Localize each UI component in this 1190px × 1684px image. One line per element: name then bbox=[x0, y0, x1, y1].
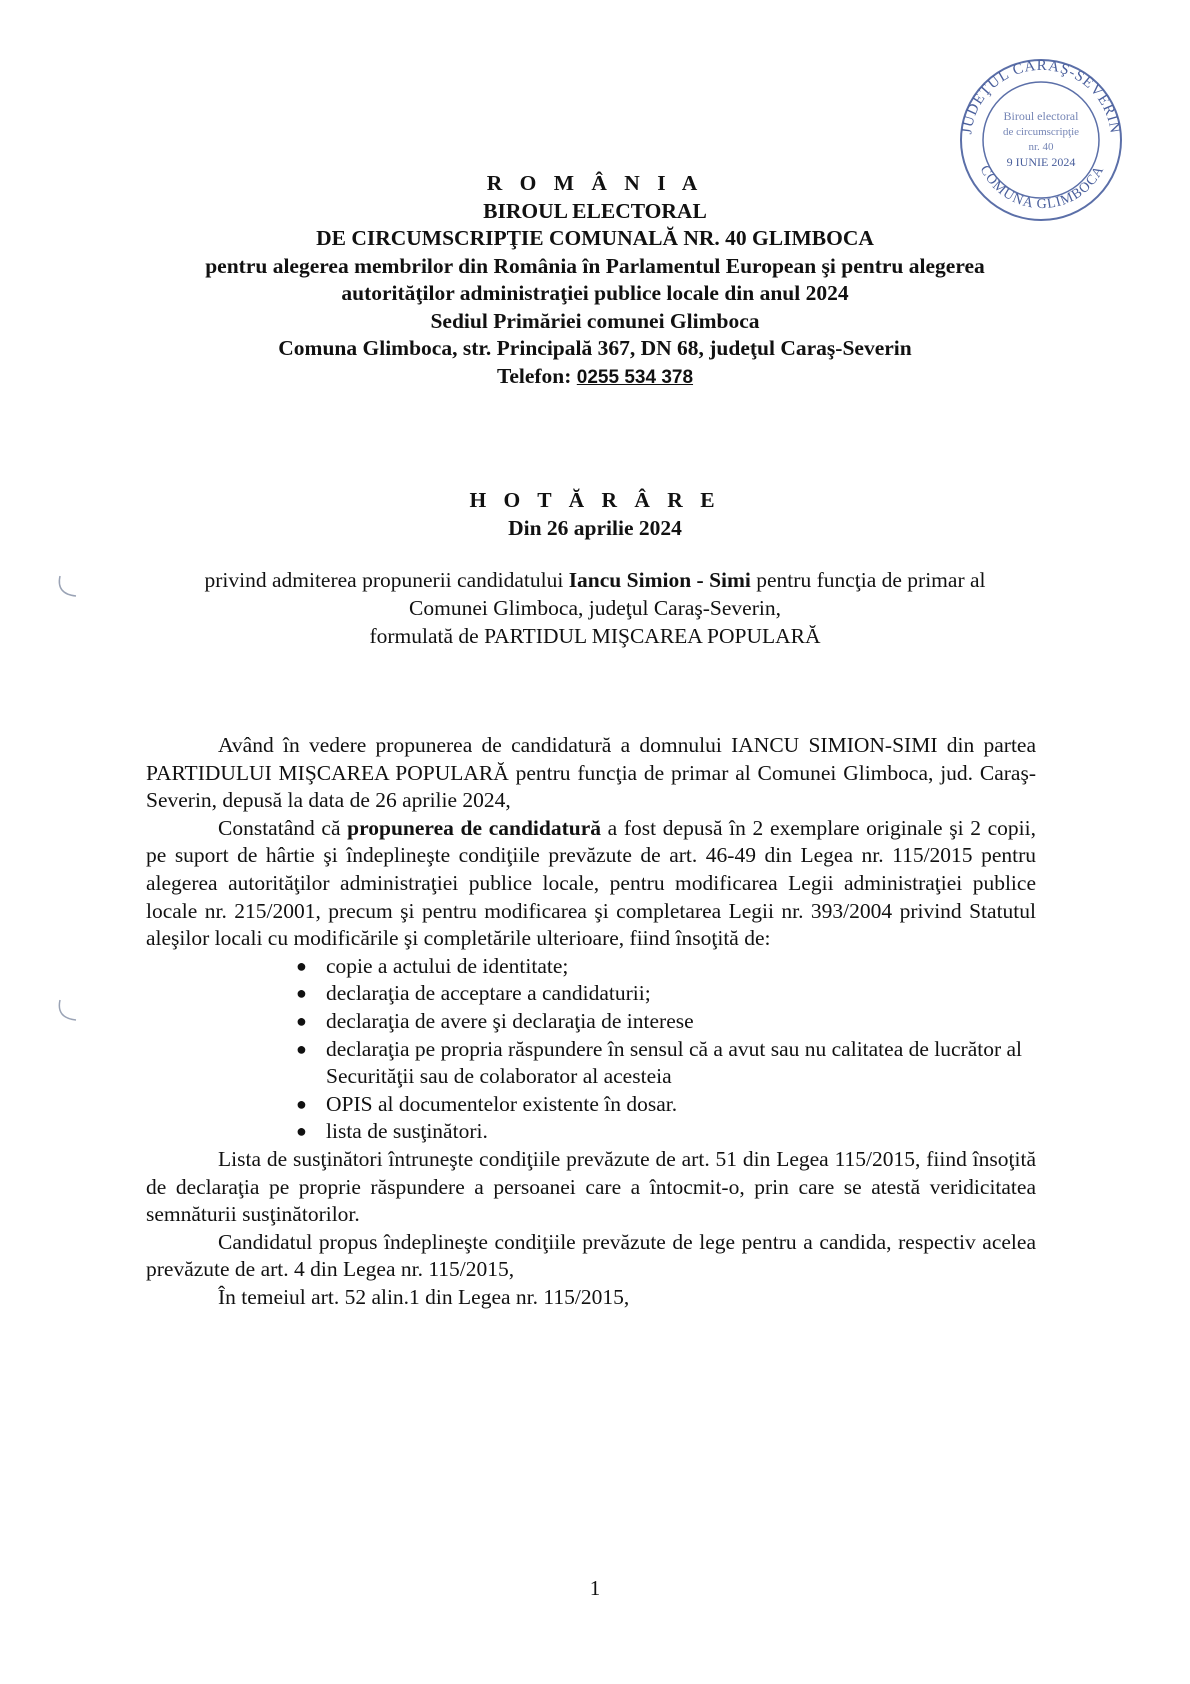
finding-bold: propunerea de candidatură bbox=[347, 815, 602, 840]
punch-hole-mark bbox=[54, 574, 82, 602]
attached-documents-list bbox=[146, 953, 1036, 1146]
bureau-phone bbox=[0, 363, 1190, 392]
page-number: 1 bbox=[589, 1576, 601, 1600]
election-purpose-line1: pentru alegerea membrilor din România în Parlamentul European şi pentru alegerea bbox=[205, 253, 985, 278]
phone-label: Telefon: bbox=[496, 363, 572, 388]
list-item-text: declaraţia de avere şi declaraţia de interese bbox=[326, 1008, 694, 1033]
candidate-name: Iancu Simion - Simi bbox=[568, 568, 751, 592]
bullet-icon: ● bbox=[296, 1010, 307, 1031]
bureau-name-line2: DE CIRCUMSCRIPŢIE COMUNALĂ NR. 40 GLIMBOCA bbox=[316, 226, 874, 250]
bullet-icon: ● bbox=[296, 1038, 307, 1059]
bureau-name-line1: BIROUL ELECTORAL bbox=[483, 198, 707, 223]
subject-part2: pentru funcţia de primar al Comunei Glimboca, judeţul Caraş-Severin, bbox=[409, 568, 986, 620]
paragraph-considering: Având în vedere propunerea de candidatură a domnului IANCU SIMION-SIMI din partea PARTIDULUI MIŞCAREA POPULARĂ pentru funcţia de primar al Comunei Glimboca, jud. Caraş-Severin, depusă la data de 26 aprilie 2024, bbox=[146, 733, 1036, 813]
list-item bbox=[290, 953, 1036, 981]
subject-part1: privind admiterea propunerii candidatului bbox=[204, 568, 569, 592]
svg-text:JUDEŢUL CARAŞ-SEVERIN bbox=[959, 58, 1123, 135]
list-item-text: declaraţia de acceptare a candidaturii; bbox=[326, 981, 651, 1006]
decision-heading bbox=[0, 486, 1190, 542]
list-item bbox=[290, 980, 1036, 1008]
stamp-outer-top: JUDEŢUL CARAŞ-SEVERIN bbox=[959, 57, 1123, 136]
list-item-text: copie a actului de identitate; bbox=[326, 953, 569, 978]
stamp-outer-bottom: COMUNA GLIMBOCA bbox=[976, 163, 1108, 213]
bullet-icon: ● bbox=[296, 1121, 307, 1142]
bureau-address: Comuna Glimboca, str. Principală 367, DN 68, judeţul Caraş-Severin bbox=[278, 336, 912, 360]
list-item bbox=[290, 1091, 1036, 1119]
list-item-text: OPIS al documentelor existente în dosar. bbox=[326, 1091, 678, 1116]
stamp-inner-line1: Biroul electoral bbox=[1003, 109, 1079, 123]
paragraph-finding bbox=[146, 815, 1036, 953]
punch-hole-mark bbox=[54, 998, 82, 1026]
paragraph-eligibility: Candidatul propus îndeplineşte condiţiile prevăzute de lege pentru a candida, respectiv acelea prevăzute de art. 4 din Legea nr. 115/2015, bbox=[146, 1229, 1036, 1282]
stamp-date: 9 IUNIE 2024 bbox=[1006, 155, 1076, 169]
list-item bbox=[290, 1036, 1036, 1091]
stamp-inner-line2: de circumscripţie bbox=[1002, 126, 1080, 138]
subject-text bbox=[180, 566, 1010, 622]
phone-number: 0255 534 378 bbox=[576, 366, 694, 388]
decision-subject bbox=[180, 566, 1010, 650]
bullet-icon: ● bbox=[296, 1093, 307, 1114]
subject-party: formulată de PARTIDUL MIŞCAREA POPULARĂ bbox=[369, 624, 821, 648]
list-item bbox=[290, 1118, 1036, 1146]
election-purpose-line2: autorităţilor administraţiei publice locale din anul 2024 bbox=[341, 281, 849, 305]
decision-date: Din 26 aprilie 2024 bbox=[508, 516, 682, 540]
decision-body bbox=[146, 732, 1036, 1311]
finding-start: Constatând că bbox=[218, 815, 348, 840]
list-item-text: lista de susţinători. bbox=[326, 1119, 488, 1144]
stamp-inner-line3: nr. 40 bbox=[1028, 141, 1054, 153]
document-header bbox=[0, 170, 1190, 391]
decision-title: H O T Ă R Â R E bbox=[469, 488, 721, 512]
bullet-icon: ● bbox=[296, 955, 307, 976]
paragraph-legal-basis: În temeiul art. 52 alin.1 din Legea nr. 115/2015, bbox=[218, 1284, 630, 1309]
finding-rest: a fost depusă în 2 exemplare originale şi 2 copii, pe suport de hârtie şi îndeplineşte condiţiile prevăzute de art. 46-49 din Legea nr. 115/2015 pentru alegerea autorităţilor administraţiei publice locale, pentru modificarea Legii administraţiei publice locale nr. 215/2001, precum şi pentru modificarea şi completarea Legii nr. 393/2004 privind Statutul aleşilor locali cu modificările şi completările ulterioare, fiind însoţită de: bbox=[146, 815, 1036, 951]
country-title: R O M Â N I A bbox=[486, 171, 704, 195]
list-item-text: declaraţia pe propria răspundere în sensul că a avut sau nu calitatea de lucrător al Securităţii sau de colaborator al acesteia bbox=[326, 1036, 1023, 1089]
bureau-seat: Sediul Primăriei comunei Glimboca bbox=[430, 308, 760, 333]
list-item bbox=[290, 1008, 1036, 1036]
bullet-icon: ● bbox=[296, 983, 307, 1004]
paragraph-supporters: Lista de susţinători întruneşte condiţiile prevăzute de art. 51 din Legea 115/2015, fiind însoţită de declaraţia pe proprie răspundere a persoanei care a întocmit-o, prin care se atestă veridicitatea semnăturii susţinătorilor. bbox=[146, 1146, 1036, 1227]
